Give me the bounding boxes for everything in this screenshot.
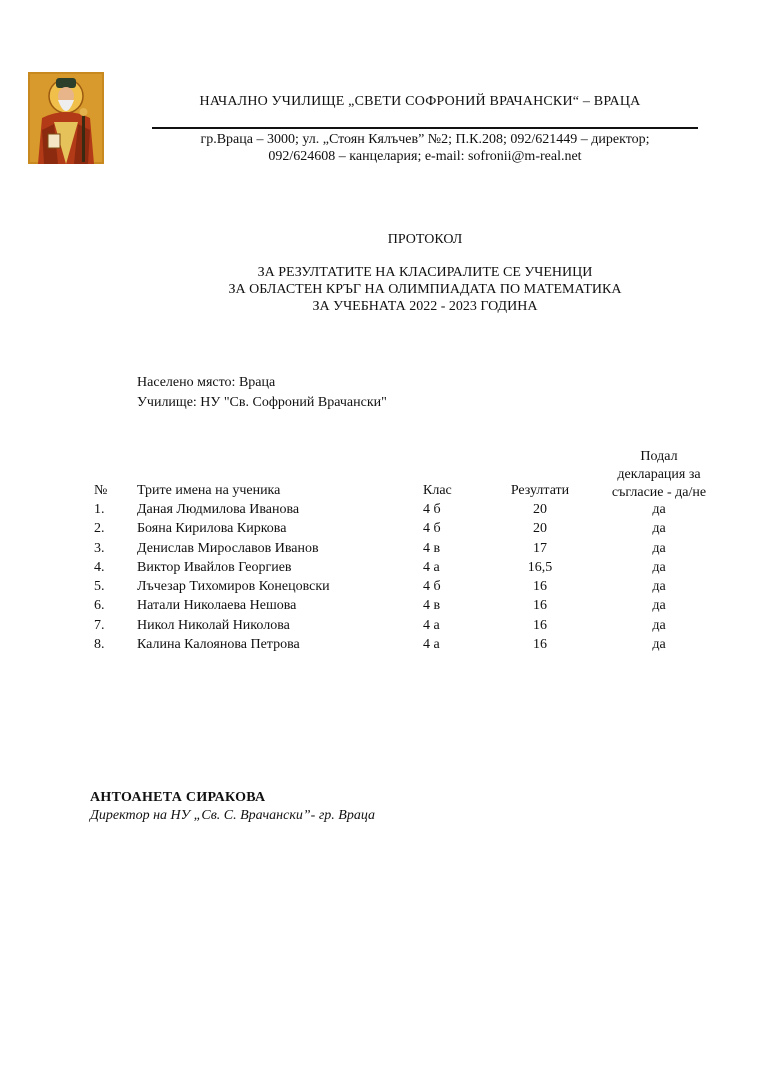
row-name: Виктор Ивайлов Георгиев bbox=[137, 559, 292, 575]
row-result: 16 bbox=[533, 637, 547, 653]
row-class: 4 в bbox=[423, 598, 441, 614]
row-no: 1. bbox=[94, 502, 105, 517]
document-title: ПРОТОКОЛ bbox=[387, 232, 463, 247]
row-name: Денислав Мирославов Иванов bbox=[137, 540, 319, 556]
row-result: 16 bbox=[533, 598, 547, 614]
row-name: Даная Людмилова Иванова bbox=[137, 502, 300, 517]
document-meta bbox=[137, 373, 387, 413]
row-result: 17 bbox=[533, 540, 547, 556]
row-no: 6. bbox=[94, 598, 105, 614]
row-class: 4 а bbox=[423, 559, 440, 575]
school-address bbox=[150, 131, 700, 165]
table-row bbox=[0, 501, 763, 520]
header-result: Резултати bbox=[510, 483, 570, 498]
row-name: Бояна Кирилова Киркова bbox=[137, 521, 287, 537]
row-result: 16 bbox=[533, 579, 547, 595]
row-declaration: да bbox=[652, 579, 666, 595]
row-declaration: да bbox=[652, 617, 666, 633]
school-label: Училище: НУ "Св. Софроний Врачански" bbox=[137, 395, 387, 410]
header-class: Клас bbox=[423, 483, 452, 498]
row-class: 4 а bbox=[423, 637, 440, 653]
row-no: 7. bbox=[94, 617, 105, 633]
row-class: 4 в bbox=[423, 540, 441, 556]
row-declaration: да bbox=[652, 540, 666, 556]
header-no: № bbox=[94, 483, 108, 498]
school-name: НАЧАЛНО УЧИЛИЩЕ „СВЕТИ СОФРОНИЙ ВРАЧАНСКИ“ – ВРАЦА bbox=[199, 94, 641, 109]
header-declaration-line-1: Подал bbox=[640, 449, 678, 464]
table-row bbox=[0, 520, 763, 539]
row-result: 16 bbox=[533, 617, 547, 633]
document-subtitle bbox=[0, 264, 763, 315]
table-row bbox=[0, 559, 763, 578]
row-declaration: да bbox=[652, 637, 666, 653]
subtitle-line-2: ЗА ОБЛАСТЕН КРЪГ НА ОЛИМПИАДАТА ПО МАТЕМАТИКА bbox=[228, 282, 622, 297]
table-row bbox=[0, 636, 763, 655]
place-label: Населено място: Враца bbox=[137, 375, 276, 390]
row-declaration: да bbox=[652, 559, 666, 575]
row-declaration: да bbox=[652, 521, 666, 537]
subtitle-line-1: ЗА РЕЗУЛТАТИТЕ НА КЛАСИРАЛИТЕ СЕ УЧЕНИЦИ bbox=[257, 265, 593, 280]
row-result: 20 bbox=[533, 521, 547, 537]
table-row bbox=[0, 540, 763, 559]
table-row bbox=[0, 617, 763, 636]
header-name: Трите имена на ученика bbox=[137, 483, 281, 498]
header-declaration-line-3: съгласие - да/не bbox=[611, 485, 707, 500]
row-class: 4 б bbox=[423, 502, 441, 517]
address-line-1: гр.Враца – 3000; ул. „Стоян Кялъчев” №2; П.К.208; 092/621449 – директор; bbox=[200, 132, 650, 147]
table-row bbox=[0, 578, 763, 597]
row-result: 16,5 bbox=[527, 559, 553, 575]
row-no: 3. bbox=[94, 540, 105, 556]
row-no: 4. bbox=[94, 559, 105, 575]
signatory-name: АНТОАНЕТА СИРАКОВА bbox=[90, 790, 266, 805]
row-result: 20 bbox=[533, 502, 547, 517]
row-name: Калина Калоянова Петрова bbox=[137, 637, 300, 653]
signatory-role: Директор на НУ „Св. С. Врачански”- гр. Враца bbox=[90, 808, 375, 823]
address-line-2: 092/624608 – канцелария; e-mail: sofronii@m-real.net bbox=[268, 149, 582, 164]
row-name: Никол Николай Николова bbox=[137, 617, 290, 633]
orthodox-saint-icon bbox=[28, 72, 104, 164]
row-class: 4 б bbox=[423, 579, 441, 595]
row-class: 4 б bbox=[423, 521, 441, 537]
row-declaration: да bbox=[652, 502, 666, 517]
row-no: 5. bbox=[94, 579, 105, 595]
row-name: Натали Николаева Нешова bbox=[137, 598, 297, 614]
header-declaration-line-2: декларация за bbox=[617, 467, 701, 482]
row-name: Лъчезар Тихомиров Конецовски bbox=[137, 579, 330, 595]
table-header bbox=[0, 448, 763, 502]
header-declaration bbox=[598, 448, 720, 502]
row-class: 4 а bbox=[423, 617, 440, 633]
row-no: 2. bbox=[94, 521, 105, 537]
header-divider bbox=[152, 127, 698, 129]
row-no: 8. bbox=[94, 637, 105, 653]
subtitle-line-3: ЗА УЧЕБНАТА 2022 - 2023 ГОДИНА bbox=[312, 299, 538, 314]
results-table-body bbox=[0, 501, 763, 655]
row-declaration: да bbox=[652, 598, 666, 614]
table-row bbox=[0, 597, 763, 616]
